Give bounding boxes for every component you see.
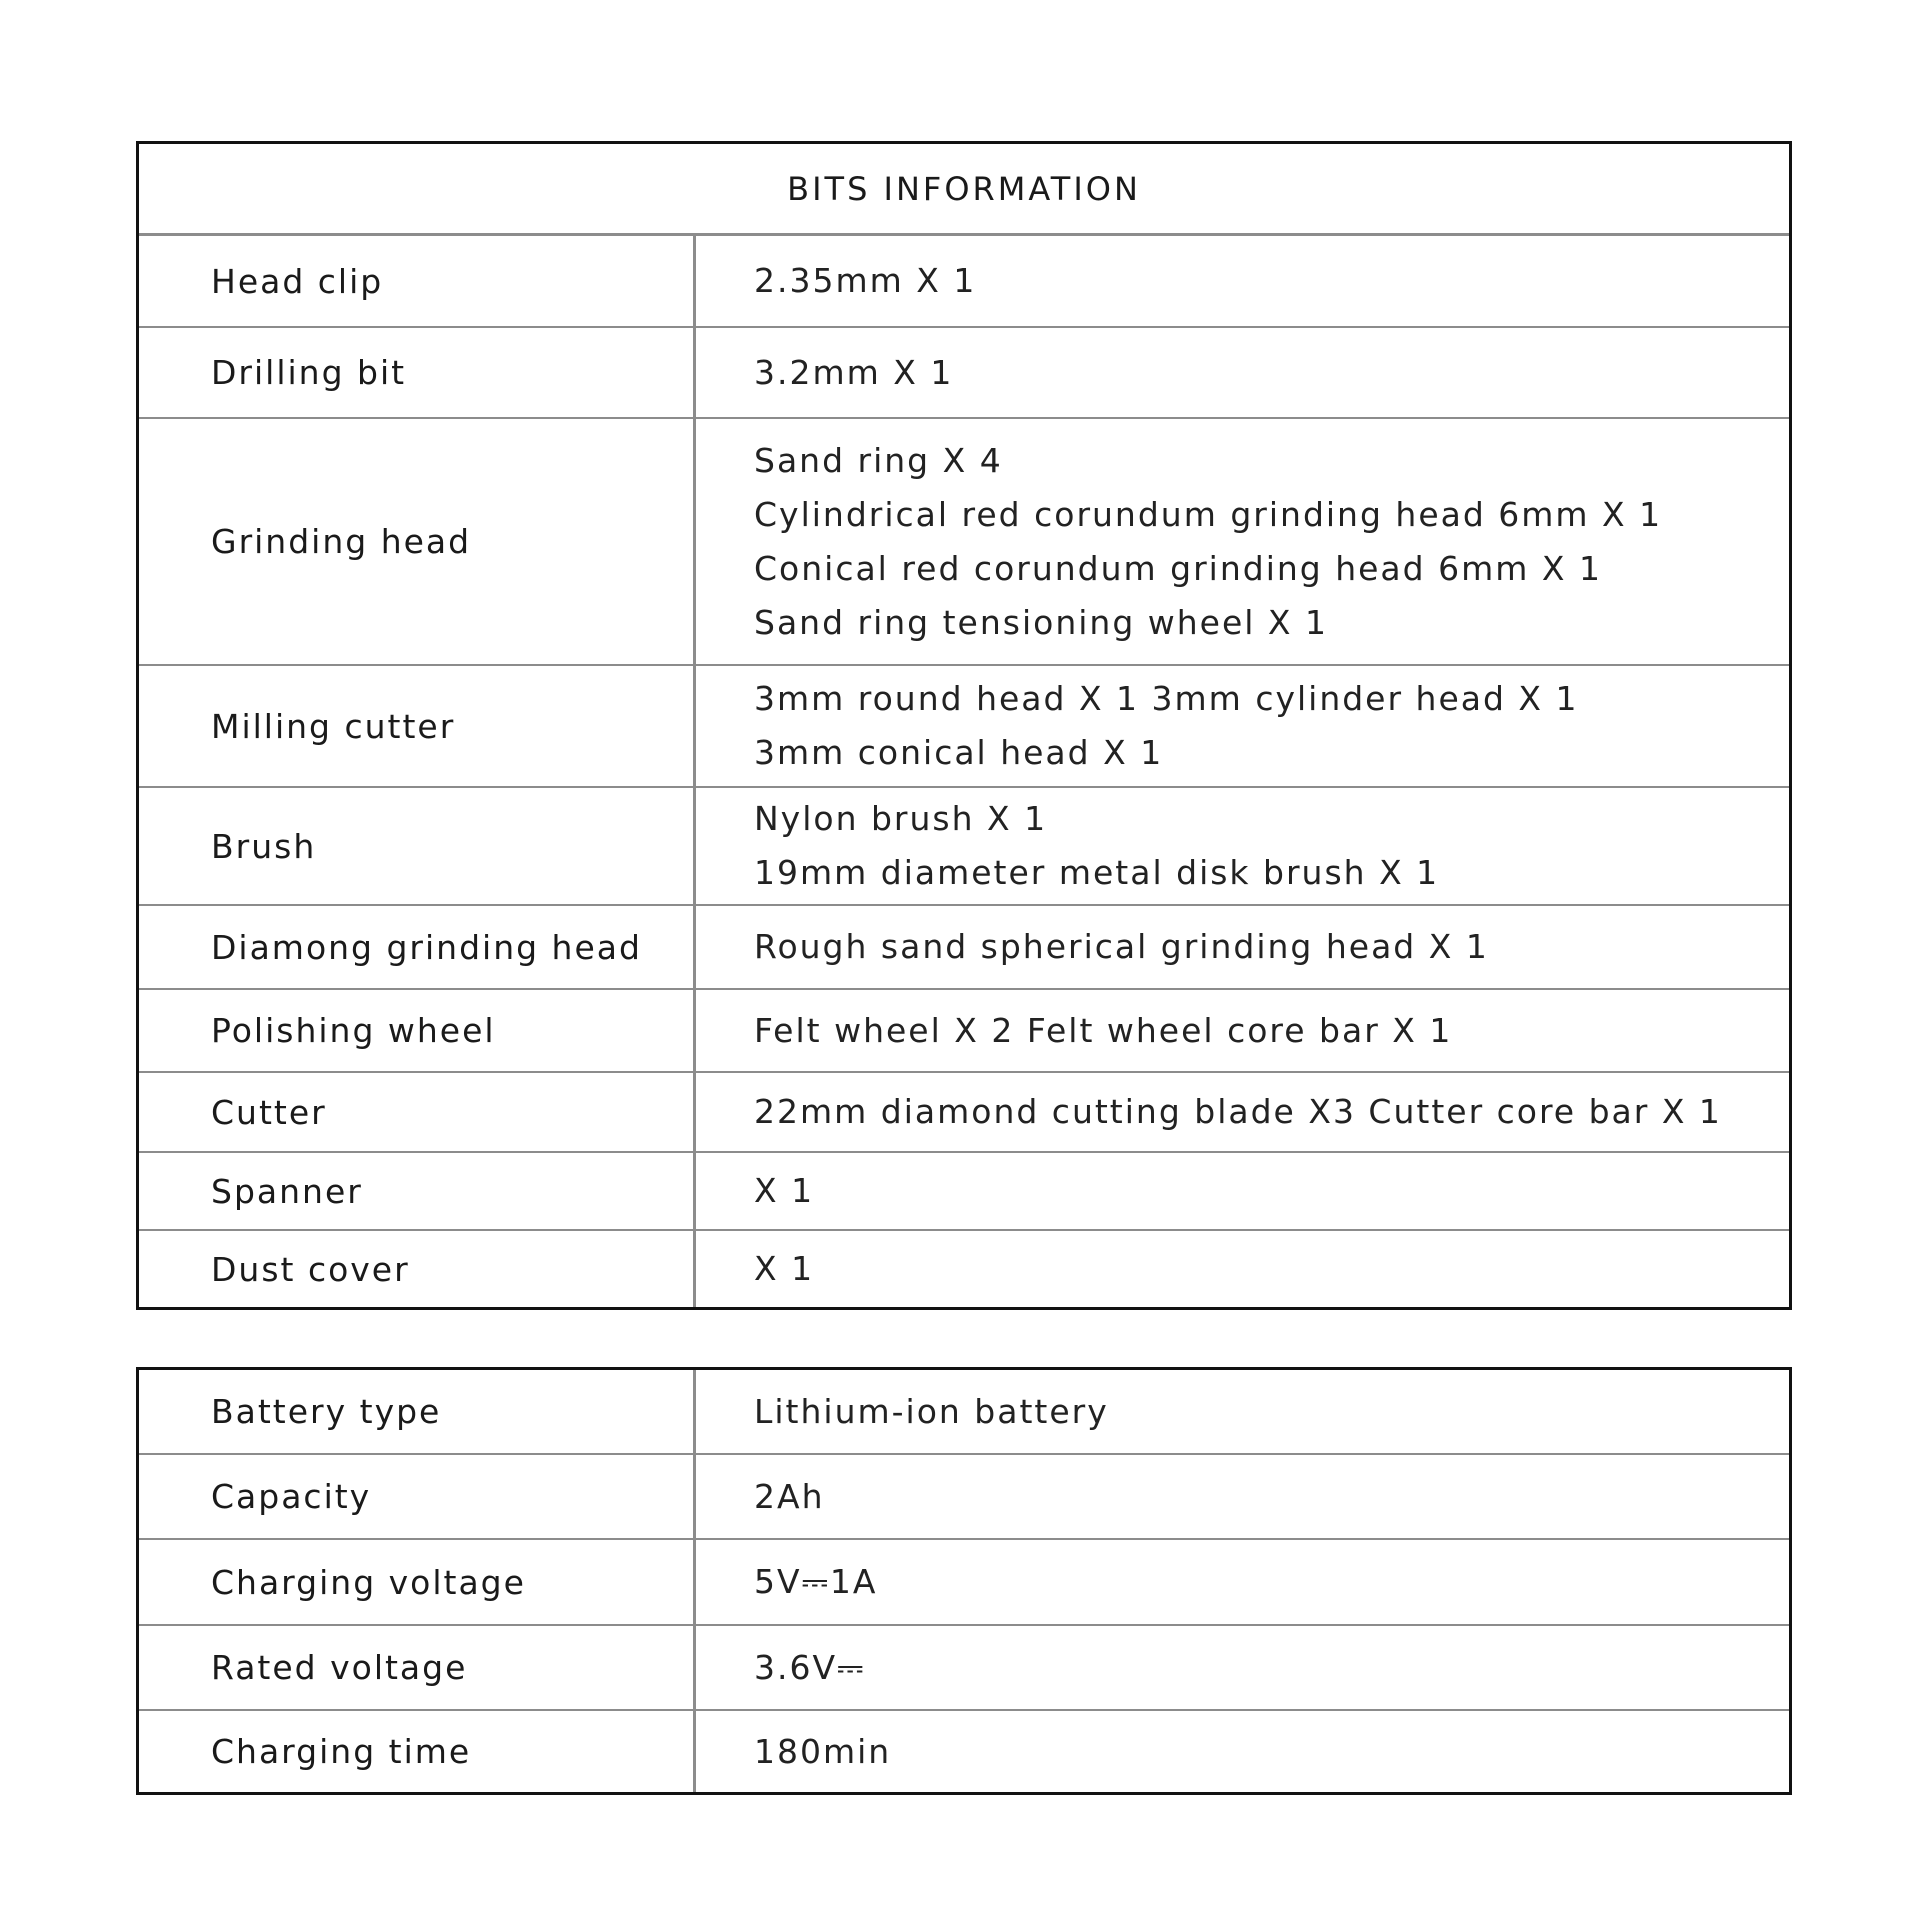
value-line: 3.2mm X 1 — [754, 352, 954, 392]
row-label: Charging voltage — [139, 1540, 696, 1624]
table-row — [139, 236, 1789, 326]
table-title: BITS INFORMATION — [139, 144, 1789, 236]
table-row — [139, 1151, 1789, 1229]
value-line: 19mm diameter metal disk brush X 1 — [754, 853, 1440, 892]
value-line: Lithium-ion battery — [754, 1391, 1109, 1431]
value-line: Cylindrical red corundum grinding head 6mm X 1 — [754, 494, 1663, 534]
table-row — [139, 664, 1789, 786]
table-row — [139, 786, 1789, 904]
row-value — [696, 328, 1789, 417]
row-label: Brush — [139, 788, 696, 904]
value-line: Sand ring X 4 — [754, 440, 1003, 480]
table-row — [139, 1624, 1789, 1709]
row-value — [696, 419, 1789, 664]
table-row — [139, 326, 1789, 417]
row-label: Drilling bit — [139, 328, 696, 417]
value-line: 2.35mm X 1 — [754, 261, 977, 300]
value-line: X 1 — [754, 1171, 815, 1210]
row-label: Charging time — [139, 1711, 696, 1792]
table-row — [139, 1709, 1789, 1792]
table-row — [139, 988, 1789, 1071]
row-label: Milling cutter — [139, 666, 696, 786]
row-value — [696, 1455, 1789, 1538]
table-row — [139, 904, 1789, 988]
row-value — [696, 1711, 1789, 1792]
table-row — [139, 1453, 1789, 1538]
value-line: 3mm round head X 1 3mm cylinder head X 1 — [754, 679, 1579, 718]
value-line: 22mm diamond cutting blade X3 Cutter core bar X 1 — [754, 1092, 1722, 1131]
row-value — [696, 236, 1789, 326]
row-label: Rated voltage — [139, 1626, 696, 1709]
row-value — [696, 906, 1789, 988]
table-row — [139, 1229, 1789, 1307]
battery-rows — [139, 1370, 1789, 1792]
value-line: 2Ah — [754, 1476, 825, 1516]
value-line: Rough sand spherical grinding head X 1 — [754, 927, 1489, 966]
row-value — [696, 1540, 1789, 1624]
bits-rows — [139, 236, 1789, 1307]
row-label: Diamong grinding head — [139, 906, 696, 988]
value-line: 180min — [754, 1731, 892, 1771]
row-label: Capacity — [139, 1455, 696, 1538]
table-row — [139, 1538, 1789, 1624]
row-value — [696, 1153, 1789, 1229]
value-line: 3mm conical head X 1 — [754, 733, 1164, 772]
table-row — [139, 1071, 1789, 1151]
row-value — [696, 666, 1789, 786]
row-label: Battery type — [139, 1370, 696, 1453]
table-row — [139, 1370, 1789, 1453]
value-line: Sand ring tensioning wheel X 1 — [754, 602, 1329, 642]
row-value — [696, 990, 1789, 1071]
value-line: Felt wheel X 2 Felt wheel core bar X 1 — [754, 1010, 1453, 1050]
row-label: Cutter — [139, 1073, 696, 1151]
row-label: Dust cover — [139, 1231, 696, 1307]
bits-information-table — [136, 141, 1792, 1310]
row-value — [696, 1626, 1789, 1709]
row-value — [696, 1370, 1789, 1453]
value-line: X 1 — [754, 1249, 815, 1288]
row-value — [696, 1231, 1789, 1307]
value-line: 5V⎓1A — [754, 1562, 878, 1601]
battery-specs-table — [136, 1367, 1792, 1795]
row-label: Spanner — [139, 1153, 696, 1229]
row-label: Grinding head — [139, 419, 696, 664]
value-line: 3.6V⎓ — [754, 1647, 866, 1687]
row-label: Polishing wheel — [139, 990, 696, 1071]
row-value — [696, 1073, 1789, 1151]
value-line: Nylon brush X 1 — [754, 799, 1048, 838]
value-line: Conical red corundum grinding head 6mm X 1 — [754, 548, 1602, 588]
row-label: Head clip — [139, 236, 696, 326]
row-value — [696, 788, 1789, 904]
table-row — [139, 417, 1789, 664]
